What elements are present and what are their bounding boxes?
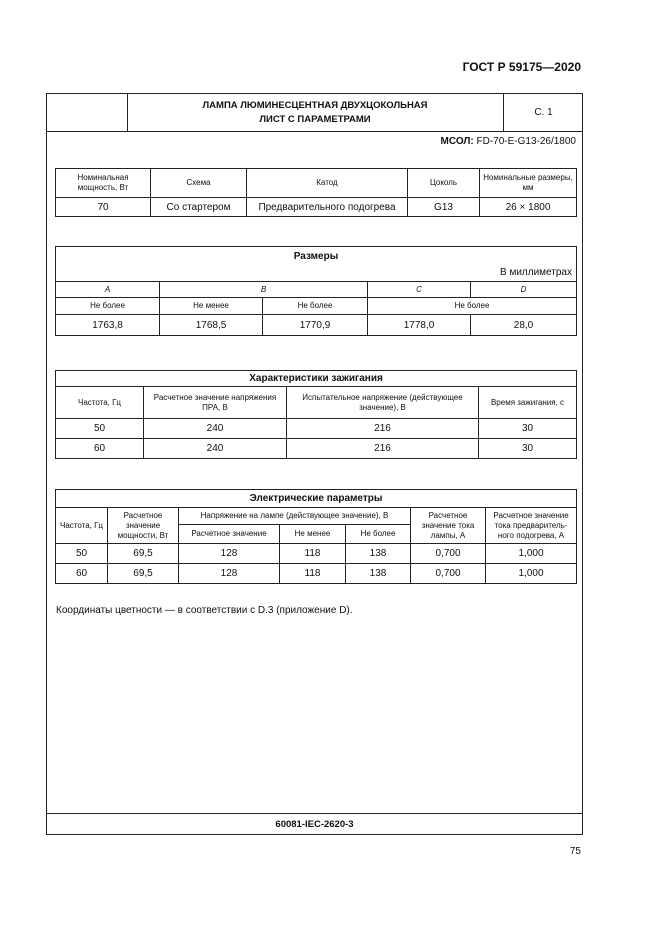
ignition-header-frequency: Частота, Гц xyxy=(56,387,144,419)
dim-sub-a-max: Не более xyxy=(56,298,160,315)
dim-sub-b-min: Не менее xyxy=(160,298,263,315)
electrical-header-current: Расчетное значение тока лампы, А xyxy=(411,508,486,544)
dimensions-table xyxy=(55,246,577,336)
ignition-r1-time: 30 xyxy=(479,419,577,439)
sheet-title xyxy=(127,94,504,131)
dim-value-c: 1778,0 xyxy=(368,315,471,336)
sheet-title-line1: ЛАМПА ЛЮМИНЕСЦЕНТНАЯ ДВУХЦОКОЛЬНАЯ xyxy=(202,99,428,111)
electrical-r2-v-min: 118 xyxy=(280,564,346,584)
electrical-r1-v-min: 118 xyxy=(280,544,346,564)
electrical-r2-frequency: 60 xyxy=(56,564,108,584)
electrical-header-v-min: Не менее xyxy=(280,525,346,544)
electrical-header-preheat: Расчетное значение тока предваритель-ного подогрева, А xyxy=(486,508,577,544)
dim-value-b-min: 1768,5 xyxy=(160,315,263,336)
mcol-designation xyxy=(441,136,576,147)
ignition-r1-test-voltage: 216 xyxy=(287,419,479,439)
electrical-header-v-max: Не более xyxy=(346,525,411,544)
general-header-power: Номинальная мощность, Вт xyxy=(56,169,151,198)
general-header-cap: Цоколь xyxy=(408,169,480,198)
ignition-r2-time: 30 xyxy=(479,439,577,459)
sheet-title-line2: ЛИСТ С ПАРАМЕТРАМИ xyxy=(259,113,371,125)
page-number: 75 xyxy=(569,846,581,857)
electrical-r2-preheat: 1,000 xyxy=(486,564,577,584)
title-blank-cell xyxy=(47,94,128,131)
electrical-r2-current: 0,700 xyxy=(411,564,486,584)
ignition-header-test-voltage: Испытательное напряжение (действующее значение), В xyxy=(287,387,479,419)
electrical-r1-current: 0,700 xyxy=(411,544,486,564)
dim-sub-cd-max: Не более xyxy=(368,298,577,315)
dim-value-d: 28,0 xyxy=(471,315,577,336)
ignition-title: Характеристики зажигания xyxy=(56,371,577,387)
general-value-circuit: Со стартером xyxy=(151,198,247,217)
general-header-cathode: Катод xyxy=(247,169,408,198)
dim-sub-b-max: Не более xyxy=(263,298,368,315)
electrical-header-voltage: Напряжение на лампе (действующее значение), В xyxy=(179,508,411,525)
mcol-label: МСОЛ: xyxy=(440,136,474,147)
dimensions-title: Размеры xyxy=(293,251,339,262)
electrical-r1-v-max: 138 xyxy=(346,544,411,564)
dim-col-b: B xyxy=(160,282,368,298)
ignition-table xyxy=(55,370,577,459)
general-value-cap: G13 xyxy=(408,198,480,217)
general-value-cathode: Предварительного подогрева xyxy=(247,198,408,217)
electrical-header-power: Расчетное значение мощности, Вт xyxy=(108,508,179,544)
general-value-power: 70 xyxy=(56,198,151,217)
dim-col-a: A xyxy=(56,282,160,298)
electrical-table xyxy=(55,489,577,584)
electrical-r1-v-calc: 128 xyxy=(179,544,280,564)
electrical-header-frequency: Частота, Гц xyxy=(56,508,108,544)
footer-code: 60081-IEC-2620-3 xyxy=(47,813,582,834)
electrical-r1-power: 69,5 xyxy=(108,544,179,564)
electrical-r2-v-max: 138 xyxy=(346,564,411,584)
general-header-size: Номинальные размеры, мм xyxy=(480,169,577,198)
dim-col-d: D xyxy=(471,282,577,298)
ignition-r2-ballast-voltage: 240 xyxy=(144,439,287,459)
electrical-r2-v-calc: 128 xyxy=(179,564,280,584)
mcol-value: FD-70-E-G13-26/1800 xyxy=(476,136,576,147)
ignition-r1-frequency: 50 xyxy=(56,419,144,439)
title-row xyxy=(47,94,582,132)
general-table xyxy=(55,168,577,217)
sheet-number: С. 1 xyxy=(534,107,553,118)
general-value-size: 26 × 1800 xyxy=(480,198,577,217)
electrical-r1-preheat: 1,000 xyxy=(486,544,577,564)
dim-col-c: C xyxy=(368,282,471,298)
electrical-header-v-calc: Расчетное значение xyxy=(179,525,280,544)
general-header-circuit: Схема xyxy=(151,169,247,198)
chromaticity-note: Координаты цветности — в соответствии с D.3 (приложение D). xyxy=(56,605,353,616)
dimensions-title-cell xyxy=(56,247,577,282)
electrical-title: Электрические параметры xyxy=(56,490,577,508)
ignition-r2-test-voltage: 216 xyxy=(287,439,479,459)
ignition-r1-ballast-voltage: 240 xyxy=(144,419,287,439)
dim-value-b-max: 1770,9 xyxy=(263,315,368,336)
ignition-header-time: Время зажигания, с xyxy=(479,387,577,419)
ignition-header-ballast-voltage: Расчетное значение напряжения ПРА, В xyxy=(144,387,287,419)
electrical-r1-frequency: 50 xyxy=(56,544,108,564)
ignition-r2-frequency: 60 xyxy=(56,439,144,459)
dimensions-unit: В миллиметрах xyxy=(500,267,572,278)
document-code: ГОСТ Р 59175—2020 xyxy=(462,60,581,74)
dim-value-a: 1763,8 xyxy=(56,315,160,336)
electrical-r2-power: 69,5 xyxy=(108,564,179,584)
